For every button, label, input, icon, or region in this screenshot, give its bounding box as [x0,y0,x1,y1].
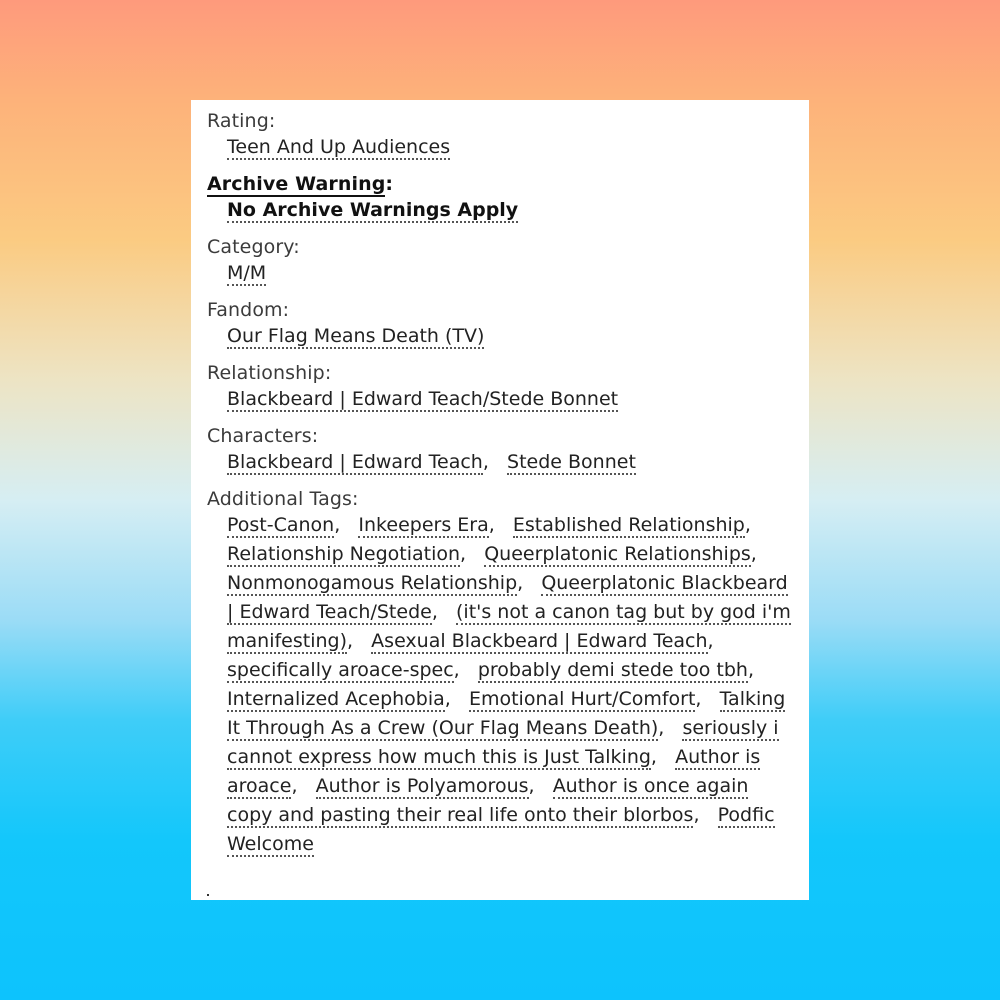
fandom-label: Fandom: [207,299,290,321]
freeform-tag[interactable]: specifically aroace-spec [227,659,454,681]
relationship-label: Relationship: [207,362,332,384]
category-group [207,235,793,288]
freeform-tag[interactable]: probably demi stede too tbh [477,659,748,681]
characters-values [207,448,793,477]
tag-separator: , [658,717,665,739]
tag-separator: , [334,514,341,536]
tag-separator: , [707,630,714,652]
freeform-tag[interactable]: Asexual Blackbeard | Edward Teach [371,630,708,652]
tag-separator: , [528,775,535,797]
tag-separator: , [291,775,298,797]
freeform-tag[interactable]: Talking It Through As a Crew (Our Flag Means Death) [227,688,786,739]
additional-tags-values [207,511,799,859]
tag-separator: , [460,543,467,565]
category-label: Category: [207,236,300,258]
archive-warning-values [207,196,793,225]
relationship-values [207,385,793,414]
character-tag[interactable]: Stede Bonnet [507,451,636,473]
tag-separator: , [744,514,751,536]
fandom-group [207,298,793,351]
freeform-tag[interactable]: Post-Canon [227,514,335,536]
freeform-tag[interactable]: Queerplatonic Relationships [484,543,751,565]
fandom-tag[interactable]: Our Flag Means Death (TV) [227,325,485,347]
tag-separator: , [431,601,438,623]
rating-tag[interactable]: Teen And Up Audiences [227,136,451,158]
tag-separator: , [488,514,495,536]
relationship-tag[interactable]: Blackbeard | Edward Teach/Stede Bonnet [227,388,619,410]
tag-separator: , [347,630,354,652]
work-meta-card [191,100,809,900]
tag-separator: , [747,659,754,681]
tag-separator: , [750,543,757,565]
archive-warning-label[interactable] [207,172,793,196]
freeform-tag[interactable]: Nonmonogamous Relationship [227,572,518,594]
freeform-tag[interactable]: Podfic Welcome [227,804,775,855]
archive-warning-tag[interactable]: No Archive Warnings Apply [227,199,519,221]
tag-separator: , [453,659,460,681]
freeform-tag[interactable]: Established Relationship [512,514,745,536]
characters-label: Characters: [207,425,319,447]
relationship-group [207,361,793,414]
tag-separator: , [444,688,451,710]
character-tag[interactable]: Blackbeard | Edward Teach [227,451,483,473]
freeform-tag[interactable]: seriously i cannot express how much this is Just Talking [227,717,779,768]
rating-group [207,109,793,162]
freeform-tag[interactable]: Internalized Acephobia [227,688,445,710]
additional-tags-group [207,487,793,859]
rating-label: Rating: [207,110,276,132]
archive-warning-colon: : [385,173,394,195]
freeform-tag[interactable]: Emotional Hurt/Comfort [468,688,696,710]
archive-warning-label-text[interactable]: Archive Warning [207,173,386,195]
tag-separator: , [517,572,524,594]
freeform-tag[interactable]: Author is once again copy and pasting their real life onto their blorbos [227,775,749,826]
rating-values [207,133,793,162]
fandom-values [207,322,793,351]
archive-warning-group [207,172,793,225]
tag-separator: , [695,688,702,710]
freeform-tag[interactable]: Queerplatonic Blackbeard | Edward Teach/Stede [227,572,788,623]
category-values [207,259,793,288]
tag-separator: , [650,746,657,768]
freeform-tag[interactable]: Inkeepers Era [358,514,489,536]
category-tag[interactable]: M/M [227,262,267,284]
freeform-tag[interactable]: Author is Polyamorous [315,775,529,797]
freeform-tag[interactable]: Relationship Negotiation [227,543,461,565]
additional-tags-label: Additional Tags: [207,488,359,510]
freeform-tag[interactable]: (it's not a canon tag but by god i'm manifesting) [227,601,791,652]
tag-separator: , [693,804,700,826]
freeform-tag[interactable]: Author is aroace [227,746,761,797]
tag-separator: , [482,451,489,473]
cropped-next-label-fragment [207,894,209,896]
characters-group [207,424,793,477]
